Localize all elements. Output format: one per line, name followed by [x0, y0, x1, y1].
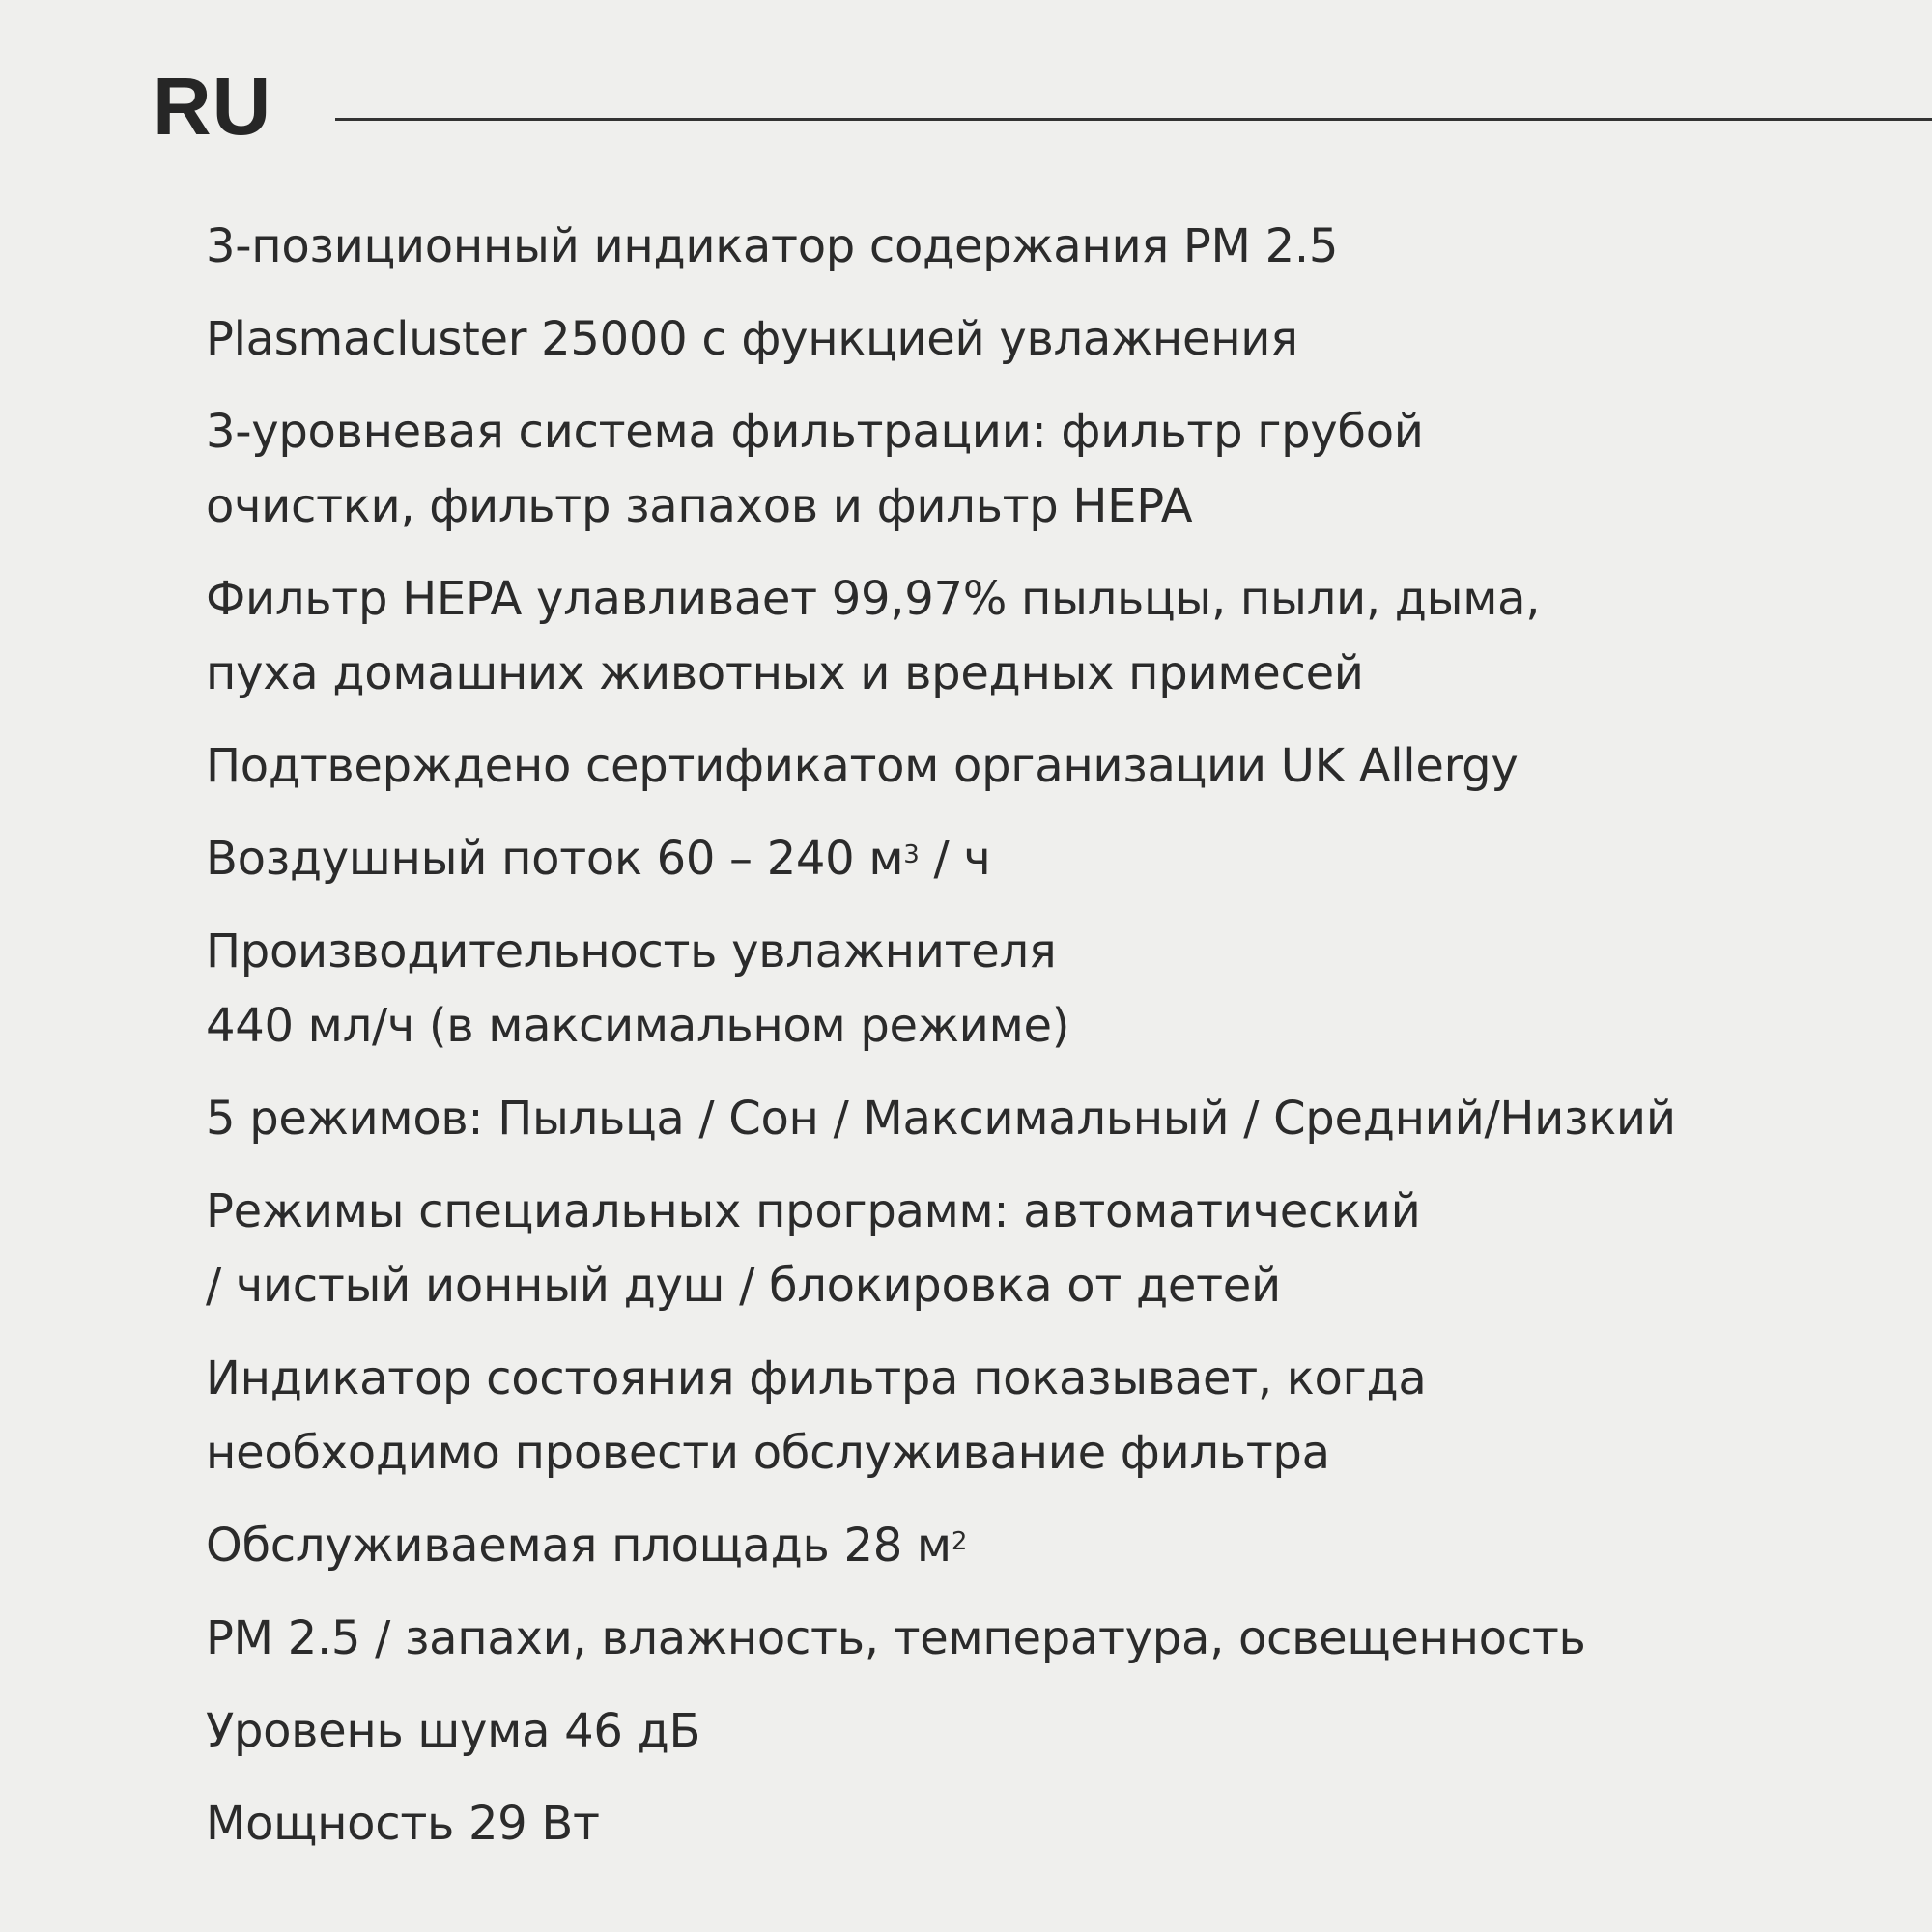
spec-item: [206, 395, 1925, 544]
spec-item: [206, 729, 1925, 804]
superscript: 2: [951, 1527, 968, 1556]
spec-item-area: [206, 1509, 1925, 1583]
spec-line: Фильтр HEPA улавливает 99,97% пыльцы, пыли, дыма,: [206, 572, 1541, 626]
spec-line: Подтверждено сертификатом организации UK Allergy: [206, 739, 1519, 793]
spec-line: Plasmacluster 25000 с функцией увлажнения: [206, 312, 1298, 366]
spec-item: [206, 1602, 1925, 1676]
spec-line: 5 режимов: Пыльца / Сон / Максимальный / Средний/Низкий: [206, 1092, 1676, 1146]
spec-item: [206, 1787, 1925, 1861]
spec-item: [206, 1175, 1925, 1323]
spec-item: [206, 302, 1925, 377]
spec-item: [206, 210, 1925, 284]
spec-line: необходимо провести обслуживание фильтра: [206, 1426, 1330, 1480]
spec-line: Производительность увлажнителя: [206, 924, 1057, 979]
language-heading: RU: [153, 61, 272, 152]
spec-line: Режимы специальных программ: автоматический: [206, 1184, 1421, 1238]
spec-line: Индикатор состояния фильтра показывает, когда: [206, 1351, 1427, 1406]
spec-item: [206, 915, 1925, 1064]
spec-list: [206, 210, 1925, 1880]
spec-text: / ч: [919, 832, 991, 886]
spec-text: Воздушный поток 60 – 240 м: [206, 832, 904, 886]
spec-line: пуха домашних животных и вредных примесей: [206, 646, 1364, 700]
spec-line: Уровень шума 46 дБ: [206, 1704, 701, 1758]
spec-line: / чистый ионный душ / блокировка от детей: [206, 1259, 1281, 1313]
spec-line: 3-позиционный индикатор содержания PM 2.5: [206, 219, 1339, 273]
spec-line: Мощность 29 Вт: [206, 1797, 600, 1851]
spec-item: [206, 1694, 1925, 1769]
heading-divider: [335, 118, 1932, 121]
spec-text: Обслуживаемая площадь 28 м: [206, 1519, 952, 1573]
superscript: 3: [903, 840, 920, 869]
spec-line: 3-уровневая система фильтрации: фильтр грубой: [206, 405, 1424, 459]
spec-line: 440 мл/ч (в максимальном режиме): [206, 999, 1070, 1053]
spec-item: [206, 1082, 1925, 1156]
spec-item: [206, 1342, 1925, 1491]
spec-item: [206, 562, 1925, 711]
spec-item-airflow: [206, 822, 1925, 896]
spec-line: PM 2.5 / запахи, влажность, температура, освещенность: [206, 1611, 1586, 1665]
spec-line: очистки, фильтр запахов и фильтр HEPA: [206, 479, 1193, 533]
